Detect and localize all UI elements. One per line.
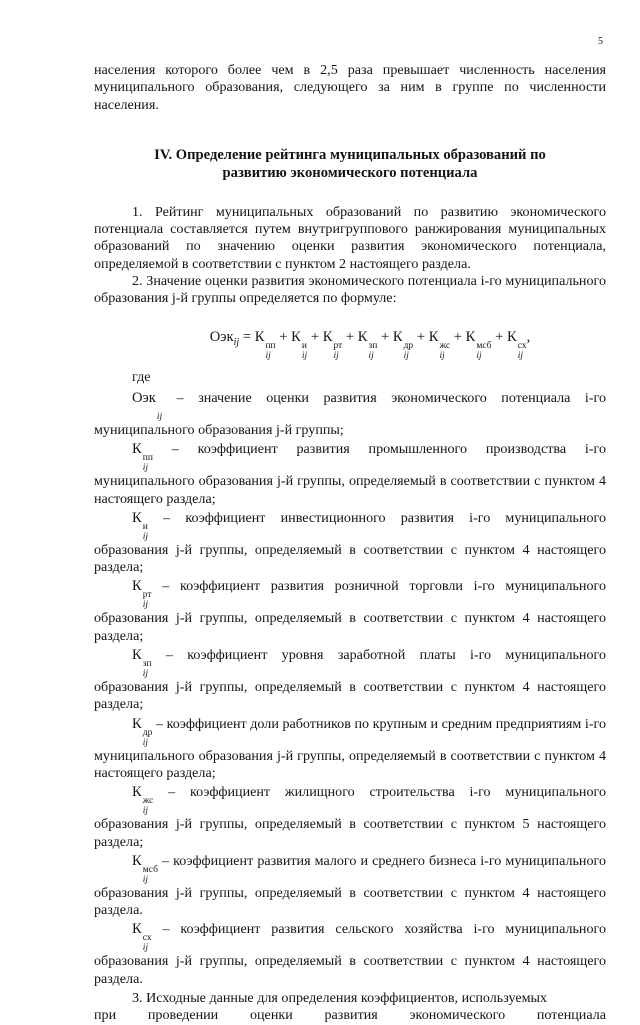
section-heading	[94, 146, 606, 182]
paragraph-3-line-2: при проведении оценки развития экономического потенциала	[94, 1007, 606, 1024]
formula-term: К рт ij	[322, 328, 343, 361]
heading-line-2: развитию экономического потенциала	[222, 164, 478, 181]
page-number: 5	[598, 36, 603, 47]
formula-lhs: Оэк$_{ij}$	[209, 328, 240, 348]
definition-item	[94, 578, 606, 645]
definition-text: – значение оценки развития экономического потенциала i-го муниципального образования j-й группы;	[94, 389, 606, 438]
formula-term: К мсб ij	[465, 328, 492, 361]
formula-term: К и ij	[291, 328, 308, 361]
formula-term: К жс ij	[428, 328, 451, 361]
formula-term: К зп ij	[357, 328, 378, 361]
paragraph-1: 1. Рейтинг муниципальных образований по развитию экономического потенциала составляется путем внутригруппового ранжирования муниципальных образований по значению оценки развития экономического потенциала, определяемой в соответствии с пунктом 2 настоящего раздела.	[94, 203, 606, 272]
definition-symbol: К жс ij	[132, 784, 154, 817]
definition-symbol: К др ij	[132, 715, 153, 748]
definition-item	[94, 441, 606, 508]
definitions-list	[94, 390, 606, 988]
definition-item	[94, 510, 606, 577]
definition-text: – коэффициент развития промышленного производства i-го муниципального образования j-й группы, определяемый в соответствии с пунктом 4 настоящего раздела;	[94, 441, 606, 507]
definition-text: – коэффициент доли работников по крупным и средним предприятиям i-го муниципального образования j-й группы, определяемый в соответствии с пунктом 4 настоящего раздела;	[94, 715, 606, 781]
formula-term: К др ij	[392, 328, 414, 361]
definition-symbol: К пп ij	[132, 441, 153, 474]
definition-item	[94, 784, 606, 851]
paragraph-3-line-1: 3. Исходные данные для определения коэффициентов, используемых	[132, 990, 548, 1007]
definition-symbol: К мсб ij	[132, 852, 158, 885]
definition-text: – коэффициент развития сельского хозяйства i-го муниципального образования j-й группы, определяемый в соответствии с пунктом 4 настоящего раздела.	[94, 921, 606, 987]
definition-symbol: К рт ij	[132, 578, 152, 611]
definition-text: – коэффициент жилищного строительства i-го муниципального образования j-й группы, определяемый в соответствии с пунктом 5 настоящего раздела;	[94, 784, 606, 850]
where-label: где	[132, 368, 151, 385]
definition-text: – коэффициент развития малого и среднего бизнеса i-го муниципального образования j-й группы, определяемый в соответствии с пунктом 4 настоящего раздела.	[94, 852, 606, 919]
definition-text: – коэффициент инвестиционного развития i-го муниципального образования j-й группы, определяемый в соответствии с пунктом 4 настоящего раздела;	[94, 509, 606, 576]
document-page	[94, 0, 606, 1025]
paragraph-2: 2. Значение оценки развития экономического потенциала i-го муниципального образования j-й группы определяется по формуле:	[94, 273, 606, 307]
formula-term: К пп ij	[254, 328, 276, 361]
formula-term: К сх ij	[507, 328, 527, 361]
heading-line-1: IV. Определение рейтинга муниципальных образований по	[154, 146, 546, 163]
definition-symbol: К зп ij	[132, 647, 152, 680]
definition-symbol: К сх ij	[132, 921, 152, 954]
intro-paragraph: населения которого более чем в 2,5 раза превышает численность населения муниципального образования, следующего за ним в группе по численности населения.	[94, 62, 606, 113]
formula: Оэк$_{ij}$ = К пп ij + К и ij + К рт ij + К зп ij + К др ij + К жс ij + К мсб ij + К сх ij ,	[209, 328, 531, 361]
definition-text: – коэффициент уровня заработной платы i-го муниципального образования j-й группы, определяемый в соответствии с пунктом 4 настоящего раздела;	[94, 647, 606, 713]
definition-symbol: Оэк ij	[132, 389, 163, 422]
definition-symbol: К и ij	[132, 509, 149, 542]
definition-item	[94, 390, 606, 439]
definition-item	[94, 921, 606, 988]
definition-item	[94, 853, 606, 920]
definition-item	[94, 716, 606, 783]
formula-terms: К пп ij + К и ij + К рт ij + К зп ij + К др ij + К жс ij + К мсб ij + К сх ij	[254, 328, 527, 361]
definition-item	[94, 647, 606, 714]
definition-text: – коэффициент развития розничной торговли i-го муниципального образования j-й группы, определяемый в соответствии с пунктом 4 настоящего раздела;	[94, 578, 606, 644]
